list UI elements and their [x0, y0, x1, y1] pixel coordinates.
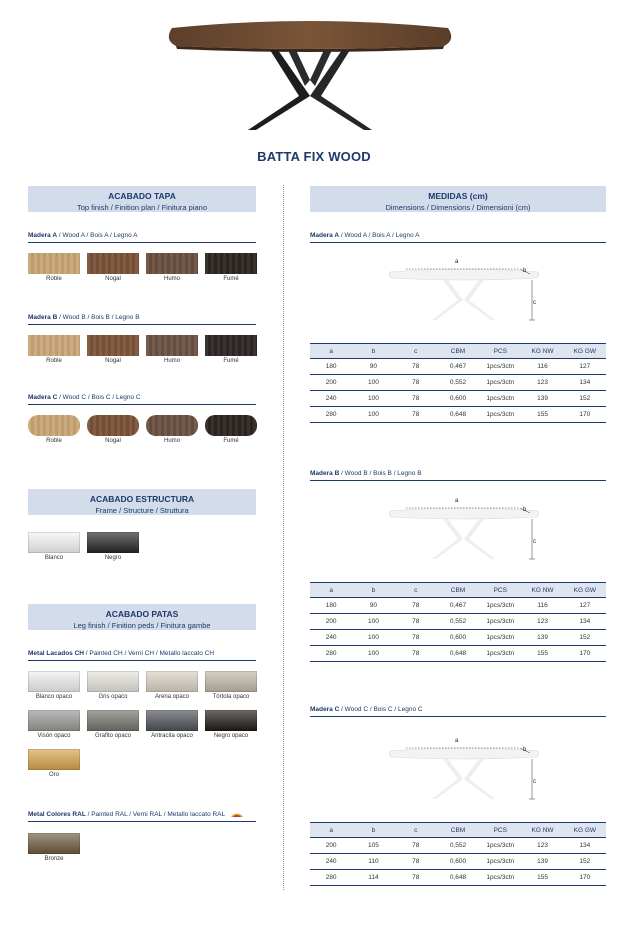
table-header-cell: c [395, 823, 437, 838]
table-cell: 78 [395, 375, 437, 391]
finish-swatch[interactable] [146, 335, 198, 356]
table-cell: 78 [395, 614, 437, 630]
table-header-cell: PCS [479, 583, 521, 598]
table-cell: 123 [521, 375, 563, 391]
table-cell: 1pcs/3ctn [479, 359, 521, 375]
table-cell: 105 [352, 838, 394, 854]
product-title: BATTA FIX WOOD [257, 149, 371, 164]
wood-group-rule [28, 324, 256, 325]
finish-swatch[interactable] [28, 532, 80, 553]
swatch-label: Blanco opaco [35, 694, 73, 700]
finish-swatch[interactable] [28, 833, 80, 854]
finish-swatch[interactable] [28, 415, 80, 436]
swatch-label: Roble [46, 358, 62, 364]
dim-label-a: a [455, 498, 459, 504]
dimensions-table [310, 582, 606, 662]
finish-swatch[interactable] [87, 671, 139, 692]
table-cell: 1pcs/3ctn [479, 854, 521, 870]
finish-swatch[interactable] [205, 671, 257, 692]
table-cell: 139 [521, 391, 563, 407]
finish-swatch[interactable] [205, 710, 257, 731]
table-cell: 0,600 [437, 391, 479, 407]
table-header-cell: b [352, 583, 394, 598]
table-row [310, 407, 606, 423]
wood-group-subhead: Madera C / Wood C / Bois C / Legno C [28, 394, 141, 401]
table-header-cell: PCS [479, 344, 521, 359]
table-header-cell: a [310, 344, 352, 359]
wood-group-rule [28, 242, 256, 243]
leg-finish-title: ACABADO PATAS [105, 609, 179, 619]
frame-finish-header [28, 489, 256, 515]
table-cell: 0,648 [437, 646, 479, 662]
swatch-label: Tórtola opaco [212, 694, 250, 700]
table-row [310, 598, 606, 614]
measures-header [310, 186, 606, 212]
table-cell: 152 [564, 854, 606, 870]
top-finish-title: ACABADO TAPA [108, 191, 176, 201]
dim-label-b: b [523, 747, 527, 753]
measure-group-rule [310, 480, 606, 481]
swatch-label: Roble [46, 438, 62, 444]
table-cell: 78 [395, 407, 437, 423]
table-header-cell: PCS [479, 823, 521, 838]
table-cell: 0,467 [437, 598, 479, 614]
dim-label-c: c [533, 779, 536, 785]
table-cell: 0,600 [437, 630, 479, 646]
dim-label-b: b [523, 507, 527, 513]
measure-group-rule [310, 242, 606, 243]
table-cell: 200 [310, 614, 352, 630]
table-cell: 123 [521, 614, 563, 630]
finish-swatch[interactable] [87, 415, 139, 436]
dimensions-table [310, 822, 606, 886]
table-cell: 134 [564, 838, 606, 854]
table-cell: 100 [352, 614, 394, 630]
ral-rule [28, 821, 256, 822]
swatch-label: Negro [104, 555, 122, 561]
column-divider [283, 185, 284, 890]
swatch-label: Gris opaco [98, 694, 128, 700]
table-cell: 170 [564, 870, 606, 886]
swatch-label: Negro opaco [213, 733, 249, 739]
table-cell: 155 [521, 407, 563, 423]
table-row [310, 359, 606, 375]
swatch-label: Humo [163, 438, 180, 444]
dim-label-a: a [455, 259, 459, 265]
swatch-label: Fumé [223, 438, 239, 444]
table-cell: 139 [521, 854, 563, 870]
swatch-label: Nogal [105, 276, 121, 282]
lacados-rule [28, 660, 256, 661]
swatch-label: Bronze [44, 856, 64, 862]
table-header-cell: a [310, 583, 352, 598]
table-cell: 134 [564, 614, 606, 630]
table-cell: 116 [521, 598, 563, 614]
dim-label-c: c [533, 539, 536, 545]
table-cell: 1pcs/3ctn [479, 614, 521, 630]
measures-title: MEDIDAS (cm) [428, 191, 488, 201]
ral-palette-icon [230, 806, 244, 818]
measures-subtitle: Dimensions / Dimensions / Dimensioni (cm) [385, 203, 531, 212]
top-finish-header [28, 186, 256, 212]
table-cell: 123 [521, 838, 563, 854]
swatch-label: Antracita opaco [151, 733, 193, 739]
table-cell: 78 [395, 870, 437, 886]
finish-swatch[interactable] [205, 253, 257, 274]
lacados-subhead: Metal Lacados CH / Painted CH / Verni CH / Metallo laccato CH [28, 650, 215, 657]
finish-swatch[interactable] [146, 710, 198, 731]
table-row [310, 646, 606, 662]
table-cell: 100 [352, 646, 394, 662]
finish-swatch[interactable] [205, 415, 257, 436]
table-cell: 78 [395, 391, 437, 407]
dim-label-b: b [523, 268, 527, 274]
table-cell: 139 [521, 630, 563, 646]
table-cell: 100 [352, 375, 394, 391]
measure-group-subhead: Madera C / Wood C / Bois C / Legno C [310, 706, 423, 713]
table-cell: 78 [395, 646, 437, 662]
swatch-label: Arena opaco [154, 694, 190, 700]
finish-swatch[interactable] [87, 532, 139, 553]
table-cell: 78 [395, 598, 437, 614]
table-cell: 240 [310, 854, 352, 870]
leg-finish-subtitle: Leg finish / Finition peds / Finitura gambe [73, 621, 211, 630]
table-row [310, 375, 606, 391]
table-cell: 155 [521, 646, 563, 662]
table-cell: 1pcs/3ctn [479, 870, 521, 886]
table-cell: 78 [395, 854, 437, 870]
finish-swatch[interactable] [28, 335, 80, 356]
table-cell: 100 [352, 630, 394, 646]
swatch-label: Nogal [105, 438, 121, 444]
table-cell: 78 [395, 359, 437, 375]
table-header-cell: KG GW [564, 583, 606, 598]
table-header-cell: CBM [437, 583, 479, 598]
table-row [310, 391, 606, 407]
table-cell: 0,467 [437, 359, 479, 375]
table-cell: 90 [352, 598, 394, 614]
measure-group-subhead: Madera B / Wood B / Bois B / Legno B [310, 470, 422, 477]
swatch-label: Fumé [223, 358, 239, 364]
swatch-label: Humo [163, 276, 180, 282]
swatch-label: Oro [48, 772, 59, 778]
table-header-cell: c [395, 583, 437, 598]
table-cell: 240 [310, 630, 352, 646]
table-cell: 134 [564, 375, 606, 391]
finish-swatch[interactable] [205, 335, 257, 356]
table-cell: 1pcs/3ctn [479, 598, 521, 614]
frame-finish-title: ACABADO ESTRUCTURA [89, 494, 195, 504]
table-cell: 1pcs/3ctn [479, 407, 521, 423]
wood-group-subhead: Madera A / Wood A / Bois A / Legno A [28, 232, 138, 239]
table-header-cell: CBM [437, 823, 479, 838]
table-cell: 114 [352, 870, 394, 886]
table-cell: 127 [564, 598, 606, 614]
finish-swatch[interactable] [146, 415, 198, 436]
table-cell: 170 [564, 646, 606, 662]
dimensions-table [310, 343, 606, 423]
swatch-label: Nogal [105, 358, 121, 364]
finish-swatch[interactable] [28, 253, 80, 274]
table-cell: 0,648 [437, 407, 479, 423]
swatch-label: Grafito opaco [94, 733, 132, 739]
table-header-cell: a [310, 823, 352, 838]
table-cell: 240 [310, 391, 352, 407]
finish-swatch[interactable] [87, 253, 139, 274]
table-cell: 1pcs/3ctn [479, 646, 521, 662]
finish-swatch[interactable] [146, 253, 198, 274]
swatch-label: Roble [46, 276, 62, 282]
table-row [310, 854, 606, 870]
top-finish-subtitle: Top finish / Finition plan / Finitura piano [76, 203, 208, 212]
table-product-image [160, 10, 460, 135]
table-cell: 0,552 [437, 614, 479, 630]
dim-label-a: a [455, 738, 459, 744]
table-header-cell: KG NW [521, 583, 563, 598]
table-row [310, 870, 606, 886]
table-cell: 78 [395, 630, 437, 646]
table-cell: 0,552 [437, 375, 479, 391]
ral-subhead: Metal Colores RAL / Painted RAL / Verni RAL / Metallo laccato RAL [28, 811, 226, 818]
dim-label-c: c [533, 300, 536, 306]
table-cell: 78 [395, 838, 437, 854]
table-cell: 155 [521, 870, 563, 886]
table-cell: 1pcs/3ctn [479, 630, 521, 646]
table-cell: 100 [352, 407, 394, 423]
table-cell: 0,600 [437, 854, 479, 870]
table-header-cell: b [352, 344, 394, 359]
table-cell: 180 [310, 598, 352, 614]
table-cell: 152 [564, 391, 606, 407]
finish-swatch[interactable] [28, 749, 80, 770]
table-header-cell: KG NW [521, 823, 563, 838]
finish-swatch[interactable] [87, 335, 139, 356]
swatch-label: Blanco [44, 555, 64, 561]
table-header-cell: b [352, 823, 394, 838]
table-header-cell: c [395, 344, 437, 359]
table-cell: 0,552 [437, 838, 479, 854]
table-header-cell: KG GW [564, 823, 606, 838]
table-cell: 1pcs/3ctn [479, 391, 521, 407]
table-cell: 200 [310, 838, 352, 854]
table-cell: 127 [564, 359, 606, 375]
finish-swatch[interactable] [87, 710, 139, 731]
table-cell: 116 [521, 359, 563, 375]
table-header-cell: KG GW [564, 344, 606, 359]
table-cell: 110 [352, 854, 394, 870]
table-cell: 1pcs/3ctn [479, 375, 521, 391]
table-header-cell: KG NW [521, 344, 563, 359]
table-cell: 100 [352, 391, 394, 407]
finish-swatch[interactable] [28, 710, 80, 731]
swatch-label: Fumé [223, 276, 239, 282]
table-cell: 200 [310, 375, 352, 391]
table-cell: 280 [310, 646, 352, 662]
table-cell: 280 [310, 870, 352, 886]
finish-swatch[interactable] [146, 671, 198, 692]
table-cell: 280 [310, 407, 352, 423]
table-row [310, 614, 606, 630]
table-row [310, 630, 606, 646]
table-cell: 0,648 [437, 870, 479, 886]
table-cell: 1pcs/3ctn [479, 838, 521, 854]
finish-swatch[interactable] [28, 671, 80, 692]
table-header-cell: CBM [437, 344, 479, 359]
table-row [310, 838, 606, 854]
measure-group-rule [310, 716, 606, 717]
measure-group-subhead: Madera A / Wood A / Bois A / Legno A [310, 232, 420, 239]
table-cell: 170 [564, 407, 606, 423]
wood-group-subhead: Madera B / Wood B / Bois B / Legno B [28, 314, 140, 321]
table-cell: 152 [564, 630, 606, 646]
frame-finish-subtitle: Frame / Structure / Struttura [95, 506, 189, 515]
swatch-label: Humo [163, 358, 180, 364]
table-cell: 90 [352, 359, 394, 375]
wood-group-rule [28, 404, 256, 405]
leg-finish-header [28, 604, 256, 630]
swatch-label: Visón opaco [37, 733, 71, 739]
table-cell: 180 [310, 359, 352, 375]
